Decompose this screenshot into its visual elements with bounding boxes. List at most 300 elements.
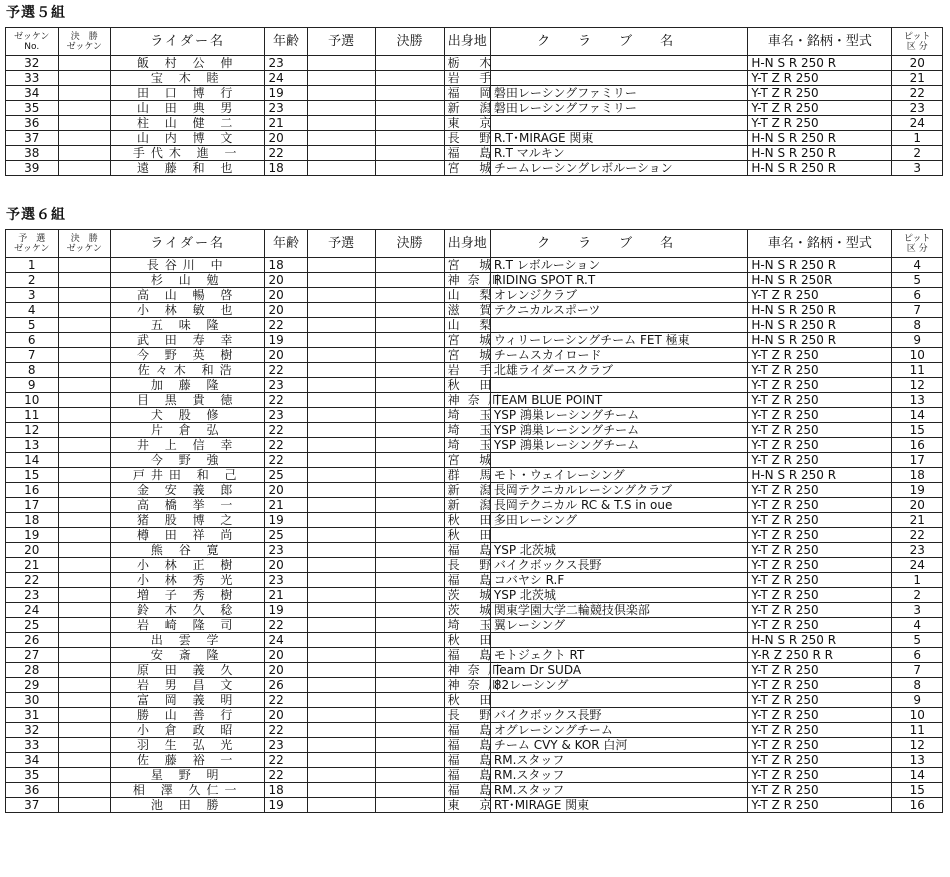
cell-qual xyxy=(307,498,375,513)
cell-final-zekken xyxy=(58,768,111,783)
cell-club: 関東学園大学二輪競技倶楽部 xyxy=(490,603,747,618)
table-row xyxy=(6,633,943,648)
cell-age: 18 xyxy=(265,161,307,176)
cell-final xyxy=(375,633,444,648)
cell-final-zekken xyxy=(58,423,111,438)
table-row xyxy=(6,378,943,393)
cell-final xyxy=(375,116,444,131)
cell-pit: 18 xyxy=(892,468,943,483)
cell-age: 20 xyxy=(265,558,307,573)
cell-origin: 新 潟 xyxy=(444,498,490,513)
cell-zekken: 25 xyxy=(6,618,59,633)
cell-final xyxy=(375,573,444,588)
cell-club: オレンジクラブ xyxy=(490,288,747,303)
table-row xyxy=(6,513,943,528)
header-final: 決勝 xyxy=(375,230,444,258)
cell-zekken: 36 xyxy=(6,783,59,798)
cell-club: YSP 北茨城 xyxy=(490,543,747,558)
cell-rider-name: 飯 村 公 伸 xyxy=(111,56,265,71)
cell-final xyxy=(375,273,444,288)
cell-final-zekken xyxy=(58,588,111,603)
table-row xyxy=(6,318,943,333)
cell-final-zekken xyxy=(58,438,111,453)
cell-rider-name: 山 田 典 男 xyxy=(111,101,265,116)
header-final-zekken: 決 勝 ゼッケン xyxy=(58,230,111,258)
cell-rider-name: 田 口 博 行 xyxy=(111,86,265,101)
cell-rider-name: 佐々木 和浩 xyxy=(111,363,265,378)
cell-qual xyxy=(307,101,375,116)
cell-rider-name: 金 安 義 郎 xyxy=(111,483,265,498)
cell-machine: Y-T Z R 250 xyxy=(748,798,892,813)
cell-zekken: 28 xyxy=(6,663,59,678)
cell-origin: 埼 玉 xyxy=(444,438,490,453)
cell-origin: 福 島 xyxy=(444,783,490,798)
cell-age: 21 xyxy=(265,498,307,513)
cell-final-zekken xyxy=(58,86,111,101)
cell-final xyxy=(375,378,444,393)
cell-age: 23 xyxy=(265,378,307,393)
table-row xyxy=(6,618,943,633)
cell-qual xyxy=(307,528,375,543)
header-age: 年齢 xyxy=(265,28,307,56)
cell-zekken: 31 xyxy=(6,708,59,723)
cell-rider-name: 武 田 寿 幸 xyxy=(111,333,265,348)
cell-pit: 1 xyxy=(892,131,943,146)
cell-qual xyxy=(307,723,375,738)
cell-final xyxy=(375,558,444,573)
cell-zekken: 2 xyxy=(6,273,59,288)
cell-origin: 秋 田 xyxy=(444,513,490,528)
cell-age: 20 xyxy=(265,303,307,318)
cell-qual xyxy=(307,161,375,176)
cell-origin: 埼 玉 xyxy=(444,408,490,423)
cell-pit: 9 xyxy=(892,333,943,348)
cell-age: 22 xyxy=(265,618,307,633)
cell-rider-name: 井 上 信 幸 xyxy=(111,438,265,453)
cell-zekken: 16 xyxy=(6,483,59,498)
table-row xyxy=(6,393,943,408)
cell-machine: Y-T Z R 250 xyxy=(748,483,892,498)
cell-qual xyxy=(307,333,375,348)
cell-zekken: 30 xyxy=(6,693,59,708)
cell-rider-name: 犬 股 修 xyxy=(111,408,265,423)
cell-zekken: 24 xyxy=(6,603,59,618)
table-row xyxy=(6,453,943,468)
cell-origin: 秋 田 xyxy=(444,528,490,543)
cell-origin: 滋 賀 xyxy=(444,303,490,318)
table-row xyxy=(6,131,943,146)
cell-rider-name: 長谷川 中 xyxy=(111,258,265,273)
cell-origin: 宮 城 xyxy=(444,348,490,363)
cell-qual xyxy=(307,738,375,753)
cell-machine: Y-T Z R 250 xyxy=(748,693,892,708)
cell-rider-name: 小 倉 政 昭 xyxy=(111,723,265,738)
cell-zekken: 19 xyxy=(6,528,59,543)
cell-rider-name: 柱 山 健 二 xyxy=(111,116,265,131)
cell-zekken: 35 xyxy=(6,768,59,783)
cell-zekken: 34 xyxy=(6,753,59,768)
cell-origin: 福 島 xyxy=(444,738,490,753)
header-rider: ライダー名 xyxy=(111,28,265,56)
cell-age: 19 xyxy=(265,603,307,618)
section-6-title: 予選６組 xyxy=(6,207,66,223)
cell-pit: 5 xyxy=(892,273,943,288)
cell-machine: Y-T Z R 250 xyxy=(748,558,892,573)
cell-age: 20 xyxy=(265,348,307,363)
cell-machine: Y-T Z R 250 xyxy=(748,738,892,753)
cell-age: 22 xyxy=(265,768,307,783)
cell-final-zekken xyxy=(58,618,111,633)
cell-age: 22 xyxy=(265,438,307,453)
cell-origin: 茨 城 xyxy=(444,603,490,618)
cell-origin: 福 島 xyxy=(444,573,490,588)
cell-pit: 13 xyxy=(892,393,943,408)
header-zekken: ゼッケン No. xyxy=(6,28,59,56)
cell-origin: 埼 玉 xyxy=(444,618,490,633)
cell-origin: 神奈川 xyxy=(444,663,490,678)
header-final-zekken: 決 勝 ゼッケン xyxy=(58,28,111,56)
cell-zekken: 36 xyxy=(6,116,59,131)
cell-machine: Y-T Z R 250 xyxy=(748,408,892,423)
cell-zekken: 4 xyxy=(6,303,59,318)
cell-qual xyxy=(307,288,375,303)
cell-qual xyxy=(307,573,375,588)
cell-machine: Y-T Z R 250 xyxy=(748,288,892,303)
table-row xyxy=(6,558,943,573)
cell-final-zekken xyxy=(58,303,111,318)
cell-club xyxy=(490,633,747,648)
cell-rider-name: 勝 山 善 行 xyxy=(111,708,265,723)
cell-final-zekken xyxy=(58,663,111,678)
cell-qual xyxy=(307,423,375,438)
cell-club: R.T レボルーション xyxy=(490,258,747,273)
cell-final xyxy=(375,438,444,453)
cell-rider-name: 佐 藤 裕 一 xyxy=(111,753,265,768)
cell-origin: 秋 田 xyxy=(444,693,490,708)
cell-age: 23 xyxy=(265,101,307,116)
cell-origin: 山 梨 xyxy=(444,288,490,303)
cell-machine: Y-T Z R 250 xyxy=(748,753,892,768)
cell-final xyxy=(375,161,444,176)
cell-final-zekken xyxy=(58,723,111,738)
cell-club: モトジェクト RT xyxy=(490,648,747,663)
cell-final-zekken xyxy=(58,131,111,146)
cell-age: 20 xyxy=(265,273,307,288)
cell-final xyxy=(375,618,444,633)
cell-final-zekken xyxy=(58,513,111,528)
cell-final-zekken xyxy=(58,161,111,176)
cell-rider-name: 高 橋 挙 一 xyxy=(111,498,265,513)
cell-origin: 埼 玉 xyxy=(444,423,490,438)
cell-rider-name: 遠 藤 和 也 xyxy=(111,161,265,176)
cell-zekken: 22 xyxy=(6,573,59,588)
cell-qual xyxy=(307,588,375,603)
cell-origin: 福 島 xyxy=(444,723,490,738)
header-machine: 車名・銘柄・型式 xyxy=(748,28,892,56)
cell-final-zekken xyxy=(58,573,111,588)
cell-final-zekken xyxy=(58,678,111,693)
cell-final-zekken xyxy=(58,708,111,723)
cell-club: YSP 鴻巣レーシングチーム xyxy=(490,438,747,453)
cell-pit: 7 xyxy=(892,663,943,678)
cell-origin: 新 潟 xyxy=(444,101,490,116)
cell-origin: 栃 木 xyxy=(444,56,490,71)
cell-final xyxy=(375,333,444,348)
cell-pit: 1 xyxy=(892,573,943,588)
cell-final-zekken xyxy=(58,348,111,363)
cell-rider-name: 鈴 木 久 稔 xyxy=(111,603,265,618)
cell-origin: 山 梨 xyxy=(444,318,490,333)
cell-pit: 13 xyxy=(892,753,943,768)
cell-qual xyxy=(307,798,375,813)
table-row xyxy=(6,258,943,273)
cell-rider-name: 片 倉 弘 xyxy=(111,423,265,438)
cell-age: 22 xyxy=(265,753,307,768)
cell-final xyxy=(375,408,444,423)
cell-origin: 神奈川 xyxy=(444,393,490,408)
cell-rider-name: 山 内 博 文 xyxy=(111,131,265,146)
cell-final xyxy=(375,288,444,303)
cell-machine: H-N S R 250 R xyxy=(748,468,892,483)
cell-origin: 宮 城 xyxy=(444,161,490,176)
cell-pit: 6 xyxy=(892,648,943,663)
cell-qual xyxy=(307,146,375,161)
cell-pit: 7 xyxy=(892,303,943,318)
cell-origin: 福 島 xyxy=(444,543,490,558)
cell-pit: 10 xyxy=(892,708,943,723)
cell-machine: H-N S R 250 R xyxy=(748,303,892,318)
table-row xyxy=(6,161,943,176)
cell-final-zekken xyxy=(58,468,111,483)
cell-zekken: 23 xyxy=(6,588,59,603)
cell-club: コバヤシ R.F xyxy=(490,573,747,588)
cell-final xyxy=(375,303,444,318)
cell-club: RM.スタッフ xyxy=(490,753,747,768)
table-row xyxy=(6,273,943,288)
cell-age: 19 xyxy=(265,333,307,348)
cell-origin: 東 京 xyxy=(444,798,490,813)
cell-club: モト・ウェイレーシング xyxy=(490,468,747,483)
cell-club: 翼レーシング xyxy=(490,618,747,633)
cell-age: 18 xyxy=(265,258,307,273)
cell-machine: H-N S R 250 R xyxy=(748,318,892,333)
cell-club: オグレーシングチーム xyxy=(490,723,747,738)
cell-age: 22 xyxy=(265,693,307,708)
table-row xyxy=(6,101,943,116)
cell-rider-name: 増 子 秀 樹 xyxy=(111,588,265,603)
cell-rider-name: 安 斎 隆 xyxy=(111,648,265,663)
cell-zekken: 3 xyxy=(6,288,59,303)
table-row xyxy=(6,753,943,768)
cell-club: 磐田レーシングファミリー xyxy=(490,101,747,116)
cell-club: RM.スタッフ xyxy=(490,783,747,798)
table-row xyxy=(6,86,943,101)
cell-rider-name: 猪 股 博 之 xyxy=(111,513,265,528)
cell-qual xyxy=(307,408,375,423)
cell-zekken: 27 xyxy=(6,648,59,663)
cell-age: 19 xyxy=(265,86,307,101)
cell-final xyxy=(375,258,444,273)
cell-zekken: 21 xyxy=(6,558,59,573)
cell-age: 22 xyxy=(265,318,307,333)
table-row xyxy=(6,483,943,498)
cell-machine: Y-T Z R 250 xyxy=(748,498,892,513)
cell-origin: 秋 田 xyxy=(444,633,490,648)
cell-club xyxy=(490,453,747,468)
cell-age: 21 xyxy=(265,588,307,603)
cell-pit: 22 xyxy=(892,86,943,101)
cell-pit: 14 xyxy=(892,408,943,423)
cell-qual xyxy=(307,483,375,498)
cell-machine: Y-T Z R 250 xyxy=(748,363,892,378)
cell-qual xyxy=(307,438,375,453)
header-final: 決勝 xyxy=(375,28,444,56)
cell-rider-name: 富 岡 義 明 xyxy=(111,693,265,708)
cell-machine: Y-T Z R 250 xyxy=(748,783,892,798)
cell-club: チームスカイロード xyxy=(490,348,747,363)
cell-rider-name: 池 田 勝 xyxy=(111,798,265,813)
cell-age: 21 xyxy=(265,116,307,131)
table-row xyxy=(6,363,943,378)
cell-club xyxy=(490,71,747,86)
cell-club xyxy=(490,116,747,131)
cell-machine: H-N S R 250 R xyxy=(748,146,892,161)
table-row xyxy=(6,678,943,693)
cell-pit: 4 xyxy=(892,258,943,273)
cell-zekken: 10 xyxy=(6,393,59,408)
cell-zekken: 13 xyxy=(6,438,59,453)
cell-pit: 6 xyxy=(892,288,943,303)
cell-pit: 15 xyxy=(892,423,943,438)
cell-zekken: 20 xyxy=(6,543,59,558)
header-machine: 車名・銘柄・型式 xyxy=(748,230,892,258)
cell-pit: 12 xyxy=(892,378,943,393)
cell-final xyxy=(375,483,444,498)
cell-final xyxy=(375,543,444,558)
cell-pit: 16 xyxy=(892,438,943,453)
cell-zekken: 12 xyxy=(6,423,59,438)
cell-rider-name: 熊 谷 寛 xyxy=(111,543,265,558)
header-qual: 予選 xyxy=(307,230,375,258)
cell-machine: Y-R Z 250 R R xyxy=(748,648,892,663)
cell-machine: Y-T Z R 250 xyxy=(748,453,892,468)
cell-age: 22 xyxy=(265,423,307,438)
header-pit: ピット 区 分 xyxy=(892,28,943,56)
cell-final-zekken xyxy=(58,393,111,408)
cell-final xyxy=(375,146,444,161)
cell-zekken: 15 xyxy=(6,468,59,483)
cell-club: テクニカルスポーツ xyxy=(490,303,747,318)
cell-machine: Y-T Z R 250 xyxy=(748,101,892,116)
cell-final xyxy=(375,753,444,768)
table-row xyxy=(6,498,943,513)
cell-zekken: 26 xyxy=(6,633,59,648)
cell-rider-name: 宝 木 睦 xyxy=(111,71,265,86)
cell-pit: 14 xyxy=(892,768,943,783)
cell-origin: 東 京 xyxy=(444,116,490,131)
cell-rider-name: 手代木 進 一 xyxy=(111,146,265,161)
cell-machine: H-N S R 250 R xyxy=(748,131,892,146)
cell-qual xyxy=(307,633,375,648)
cell-machine: Y-T Z R 250 xyxy=(748,573,892,588)
cell-origin: 宮 城 xyxy=(444,333,490,348)
cell-qual xyxy=(307,768,375,783)
cell-final xyxy=(375,453,444,468)
cell-age: 22 xyxy=(265,363,307,378)
cell-club: TEAM BLUE POINT xyxy=(490,393,747,408)
cell-rider-name: 星 野 明 xyxy=(111,768,265,783)
cell-machine: Y-T Z R 250 xyxy=(748,588,892,603)
header-pit: ピット 区 分 xyxy=(892,230,943,258)
cell-final xyxy=(375,348,444,363)
cell-qual xyxy=(307,603,375,618)
cell-final-zekken xyxy=(58,498,111,513)
cell-machine: Y-T Z R 250 xyxy=(748,438,892,453)
cell-qual xyxy=(307,393,375,408)
cell-club xyxy=(490,378,747,393)
cell-club xyxy=(490,56,747,71)
cell-qual xyxy=(307,303,375,318)
cell-qual xyxy=(307,273,375,288)
cell-final-zekken xyxy=(58,453,111,468)
cell-zekken: 1 xyxy=(6,258,59,273)
cell-zekken: 33 xyxy=(6,71,59,86)
section-5-title: 予選５組 xyxy=(6,5,66,21)
cell-zekken: 17 xyxy=(6,498,59,513)
cell-qual xyxy=(307,378,375,393)
cell-age: 22 xyxy=(265,146,307,161)
cell-machine: Y-T Z R 250 xyxy=(748,423,892,438)
table-header-row xyxy=(6,28,943,56)
cell-final-zekken xyxy=(58,56,111,71)
cell-machine: Y-T Z R 250 xyxy=(748,393,892,408)
cell-zekken: 6 xyxy=(6,333,59,348)
cell-club: 82レーシング xyxy=(490,678,747,693)
table-row xyxy=(6,603,943,618)
cell-age: 26 xyxy=(265,678,307,693)
table-row xyxy=(6,438,943,453)
cell-club: チームレーシングレボルーション xyxy=(490,161,747,176)
cell-qual xyxy=(307,348,375,363)
cell-age: 20 xyxy=(265,131,307,146)
header-club: クラブ名 xyxy=(490,230,747,258)
cell-origin: 宮 城 xyxy=(444,453,490,468)
cell-final xyxy=(375,783,444,798)
table-row xyxy=(6,528,943,543)
cell-final-zekken xyxy=(58,116,111,131)
table-row xyxy=(6,56,943,71)
cell-pit: 8 xyxy=(892,678,943,693)
cell-qual xyxy=(307,663,375,678)
cell-qual xyxy=(307,258,375,273)
cell-final xyxy=(375,363,444,378)
cell-qual xyxy=(307,86,375,101)
table-row xyxy=(6,348,943,363)
cell-machine: Y-T Z R 250 xyxy=(748,378,892,393)
cell-rider-name: 目 黒 貴 徳 xyxy=(111,393,265,408)
table-row xyxy=(6,648,943,663)
cell-pit: 11 xyxy=(892,363,943,378)
cell-age: 23 xyxy=(265,573,307,588)
table-row xyxy=(6,408,943,423)
cell-origin: 秋 田 xyxy=(444,378,490,393)
cell-zekken: 29 xyxy=(6,678,59,693)
header-club: クラブ名 xyxy=(490,28,747,56)
cell-final-zekken xyxy=(58,146,111,161)
table-row xyxy=(6,71,943,86)
cell-club: YSP 鴻巣レーシングチーム xyxy=(490,408,747,423)
cell-pit: 9 xyxy=(892,693,943,708)
